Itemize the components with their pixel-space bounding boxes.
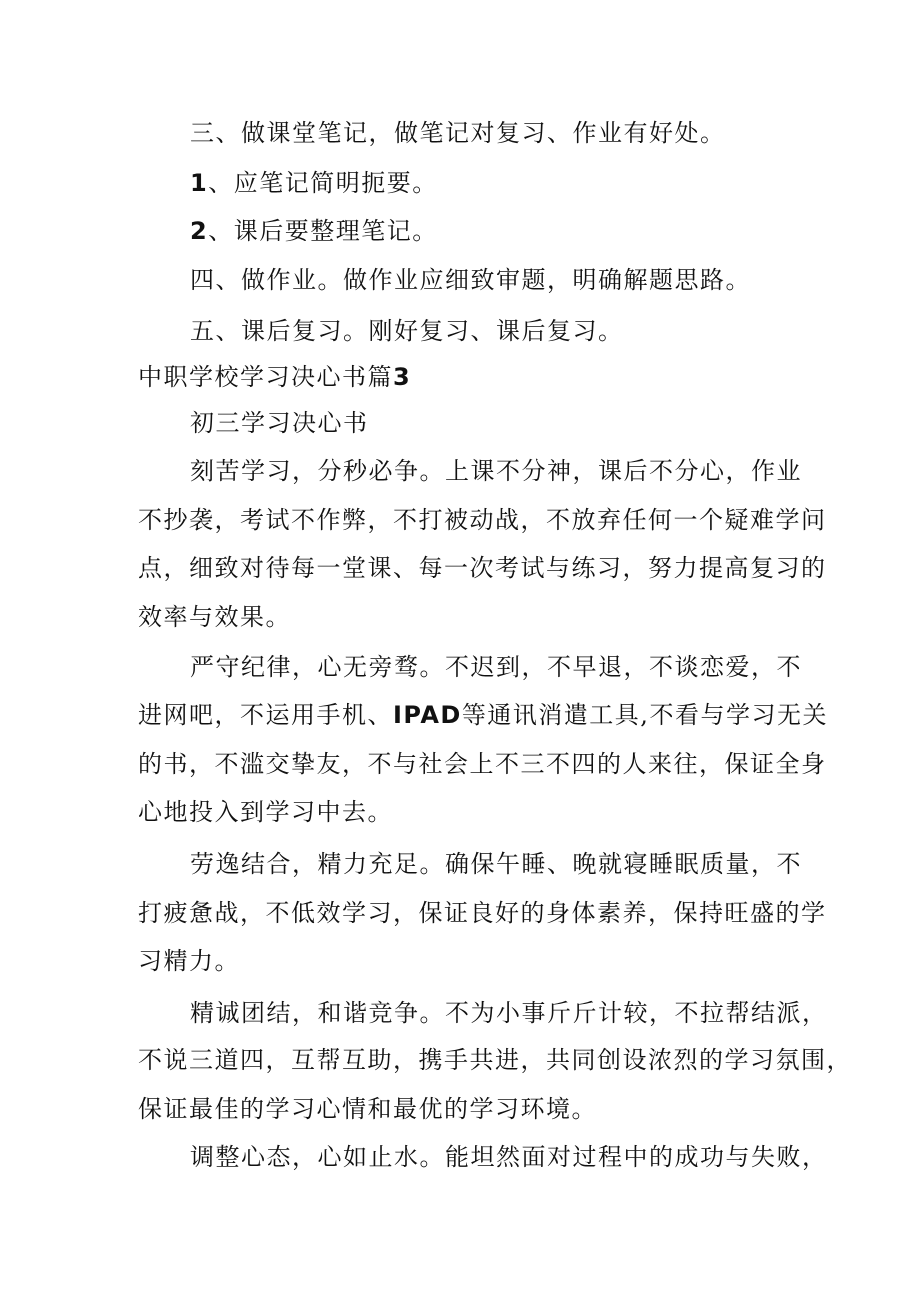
paragraph-line: 习精力。 bbox=[138, 947, 240, 975]
heading-number: 3 bbox=[393, 363, 412, 391]
paragraph-line bbox=[138, 700, 828, 730]
list-item-1 bbox=[190, 168, 438, 198]
paragraph-line: 严守纪律，心无旁骛。不迟到，不早退，不谈恋爱，不 bbox=[190, 653, 802, 681]
item-text: 、课后要整理笔记。 bbox=[208, 217, 438, 245]
paragraph-line: 不抄袭，考试不作弊，不打被动战，不放弃任何一个疑难学问 bbox=[138, 506, 827, 534]
paragraph-line: 打疲惫战，不低效学习，保证良好的身体素养，保持旺盛的学 bbox=[138, 899, 827, 927]
paragraph-line: 的书，不滥交挚友，不与社会上不三不四的人来往，保证全身 bbox=[138, 750, 827, 778]
list-item-three: 三、做课堂笔记，做笔记对复习、作业有好处。 bbox=[190, 119, 726, 147]
item-text: 、应笔记简明扼要。 bbox=[208, 169, 438, 197]
paragraph-line: 刻苦学习，分秒必争。上课不分神，课后不分心，作业 bbox=[190, 457, 802, 485]
subtitle: 初三学习决心书 bbox=[190, 409, 369, 437]
paragraph-line: 保证最佳的学习心情和最优的学习环境。 bbox=[138, 1095, 597, 1123]
line-text: 进网吧，不运用手机、 bbox=[138, 701, 393, 729]
item-number: 1 bbox=[190, 169, 209, 197]
list-item-2 bbox=[190, 216, 438, 246]
heading-text: 中职学校学习决心书篇 bbox=[138, 363, 393, 391]
list-item-five: 五、课后复习。刚好复习、课后复习。 bbox=[190, 317, 624, 345]
list-item-four: 四、做作业。做作业应细致审题，明确解题思路。 bbox=[190, 266, 751, 294]
section-heading bbox=[138, 362, 411, 392]
paragraph-line: 效率与效果。 bbox=[138, 603, 291, 631]
paragraph-line: 调整心态，心如止水。能坦然面对过程中的成功与失败， bbox=[190, 1143, 828, 1171]
paragraph-line: 点，细致对待每一堂课、每一次考试与练习，努力提高复习的 bbox=[138, 554, 827, 582]
paragraph-line: 劳逸结合，精力充足。确保午睡、晚就寝睡眠质量，不 bbox=[190, 850, 802, 878]
paragraph-line: 精诚团结，和谐竞争。不为小事斤斤计较，不拉帮结派， bbox=[190, 999, 828, 1027]
paragraph-line: 不说三道四，互帮互助，携手共进，共同创设浓烈的学习氛围， bbox=[138, 1046, 852, 1074]
line-text: 等通讯消遣工具,不看与学习无关 bbox=[461, 701, 828, 729]
ipad-text: IPAD bbox=[393, 701, 462, 729]
item-number: 2 bbox=[190, 217, 209, 245]
paragraph-line: 心地投入到学习中去。 bbox=[138, 798, 393, 826]
